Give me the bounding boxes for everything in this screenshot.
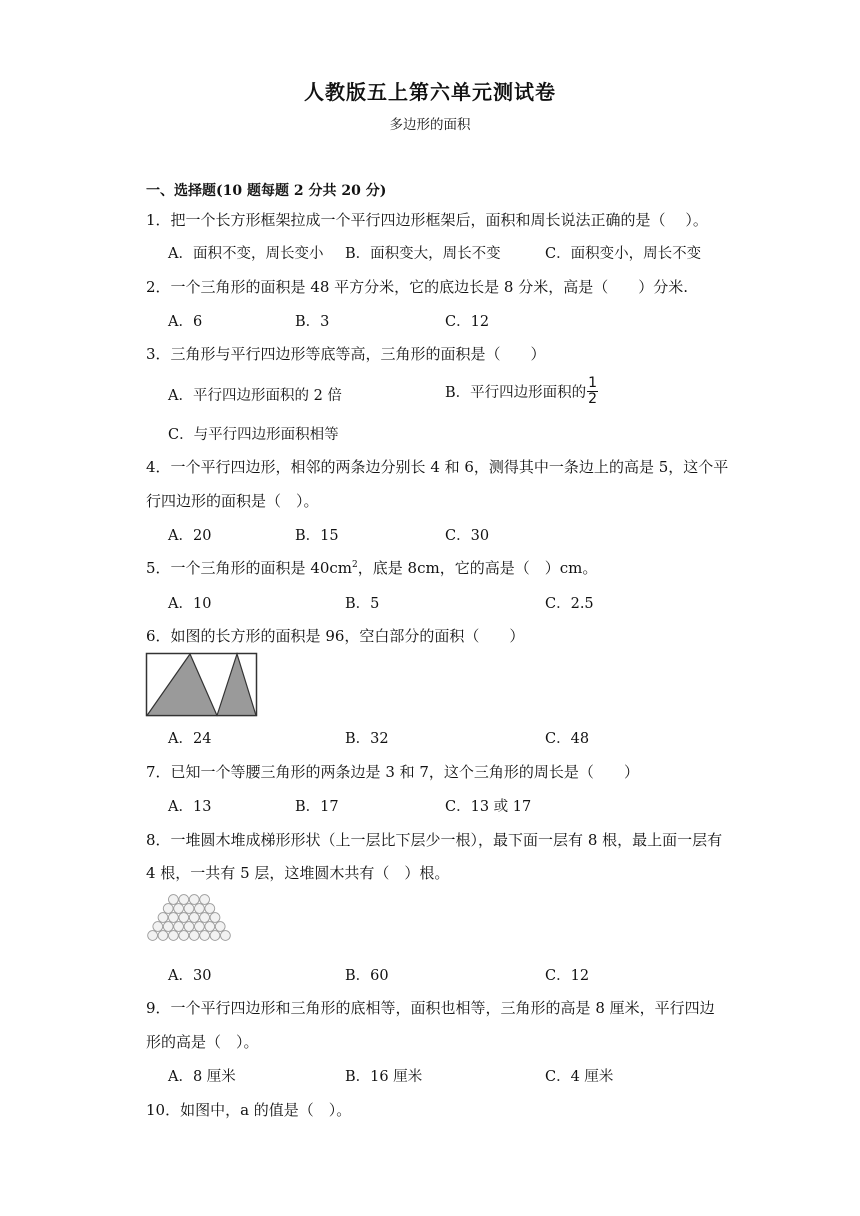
log-circle (205, 922, 215, 932)
q2-option-c: C．12 (445, 314, 490, 330)
question-1: 1．把一个长方形框架拉成一个平行四边形框架后，面积和周长说法正确的是（ ）。 (146, 211, 708, 229)
q4-option-a: A．20 (168, 528, 212, 544)
log-circle (189, 895, 199, 905)
q8-option-a: A．30 (168, 968, 212, 984)
q7-option-b: B．17 (295, 799, 339, 815)
q6-option-a: A．24 (168, 731, 212, 747)
q1-option-a: A．面积不变，周长变小 (168, 246, 324, 262)
log-circle (169, 931, 179, 941)
fraction-numerator: 1 (588, 374, 598, 391)
page-subtitle: 多边形的面积 (389, 117, 471, 133)
q1-option-c: C．面积变小，周长不变 (545, 246, 702, 262)
log-circle (158, 913, 168, 923)
question-8-line2: 4 根，一共有 5 层，这堆圆木共有（ ）根。 (146, 864, 450, 882)
q5-text-b: ，底是 8cm，它的高是（ ）cm。 (357, 559, 598, 577)
q3-option-b (445, 373, 598, 409)
log-circle (189, 913, 199, 923)
log-circle (158, 931, 168, 941)
log-circle (221, 931, 231, 941)
q4-option-c: C．30 (445, 528, 490, 544)
q7-option-a: A．13 (168, 799, 212, 815)
log-circle (148, 931, 158, 941)
log-circle (184, 922, 194, 932)
log-circle (195, 904, 205, 914)
rectangle-triangles-figure (145, 652, 259, 718)
log-circle (184, 904, 194, 914)
q3-option-b-text: B．平行四边形面积的 (445, 384, 587, 401)
log-circle (200, 895, 210, 905)
log-circle (179, 895, 189, 905)
question-8: 8．一堆圆木堆成梯形形状（上一层比下层少一根），最下面一层有 8 根，最上面一层有 (146, 831, 723, 849)
section-heading: 一、选择题(10 题每题 2 分共 20 分) (146, 183, 387, 199)
question-2: 2．一个三角形的面积是 48 平方分米，它的底边长是 8 分米，高是（ ）分米. (146, 278, 689, 296)
q8-option-c: C．12 (545, 968, 590, 984)
q1-option-b: B．面积变大，周长不变 (345, 246, 501, 262)
question-6: 6．如图的长方形的面积是 96，空白部分的面积（ ） (146, 627, 525, 645)
log-circle (200, 913, 210, 923)
q5-option-c: C．2.5 (545, 596, 594, 612)
page-title: 人教版五上第六单元测试卷 (304, 80, 556, 104)
q5-text-a: 5．一个三角形的面积是 40cm (146, 559, 353, 577)
q6-option-c: C．48 (545, 731, 590, 747)
log-circle (195, 922, 205, 932)
log-circle (169, 895, 179, 905)
log-circle (210, 913, 220, 923)
log-circle (205, 904, 215, 914)
log-circle (210, 931, 220, 941)
question-5 (146, 557, 597, 578)
question-9-line2: 形的高是（ ）。 (146, 1033, 259, 1051)
log-circle (179, 931, 189, 941)
log-circle (169, 913, 179, 923)
log-circle (174, 922, 184, 932)
log-circle (163, 922, 173, 932)
log-circle (215, 922, 225, 932)
fraction-one-half (587, 376, 598, 407)
q3-option-a: A．平行四边形面积的 2 倍 (168, 388, 342, 404)
q2-option-a: A．6 (168, 314, 203, 330)
log-circle (174, 904, 184, 914)
q9-option-c: C．4 厘米 (545, 1069, 614, 1085)
q7-option-c: C．13 或 17 (445, 799, 532, 815)
question-4: 4．一个平行四边形，相邻的两条边分别长 4 和 6，测得其中一条边上的高是 5，这个平 (146, 458, 729, 476)
q9-option-a: A．8 厘米 (168, 1069, 236, 1085)
log-pile-figure (145, 894, 233, 948)
q9-option-b: B．16 厘米 (345, 1069, 423, 1085)
question-9: 9．一个平行四边形和三角形的底相等，面积也相等，三角形的高是 8 厘米，平行四边 (146, 999, 715, 1017)
q5-option-b: B．5 (345, 596, 380, 612)
log-circle (189, 931, 199, 941)
question-3: 3．三角形与平行四边形等底等高，三角形的面积是（ ） (146, 345, 546, 363)
question-4-line2: 行四边形的面积是（ ）。 (146, 492, 319, 510)
log-circle (153, 922, 163, 932)
q3-option-c: C．与平行四边形面积相等 (168, 427, 339, 443)
q5-superscript: 2 (352, 560, 358, 570)
q6-option-b: B．32 (345, 731, 389, 747)
log-circle (200, 931, 210, 941)
log-circle (163, 904, 173, 914)
q2-option-b: B．3 (295, 314, 330, 330)
q4-option-b: B．15 (295, 528, 339, 544)
q8-option-b: B．60 (345, 968, 389, 984)
log-circle (179, 913, 189, 923)
question-10: 10．如图中，a 的值是（ ）。 (146, 1101, 352, 1119)
question-7: 7．已知一个等腰三角形的两条边是 3 和 7，这个三角形的周长是（ ） (146, 763, 639, 781)
fraction-denominator: 2 (588, 390, 598, 407)
q5-option-a: A．10 (168, 596, 212, 612)
